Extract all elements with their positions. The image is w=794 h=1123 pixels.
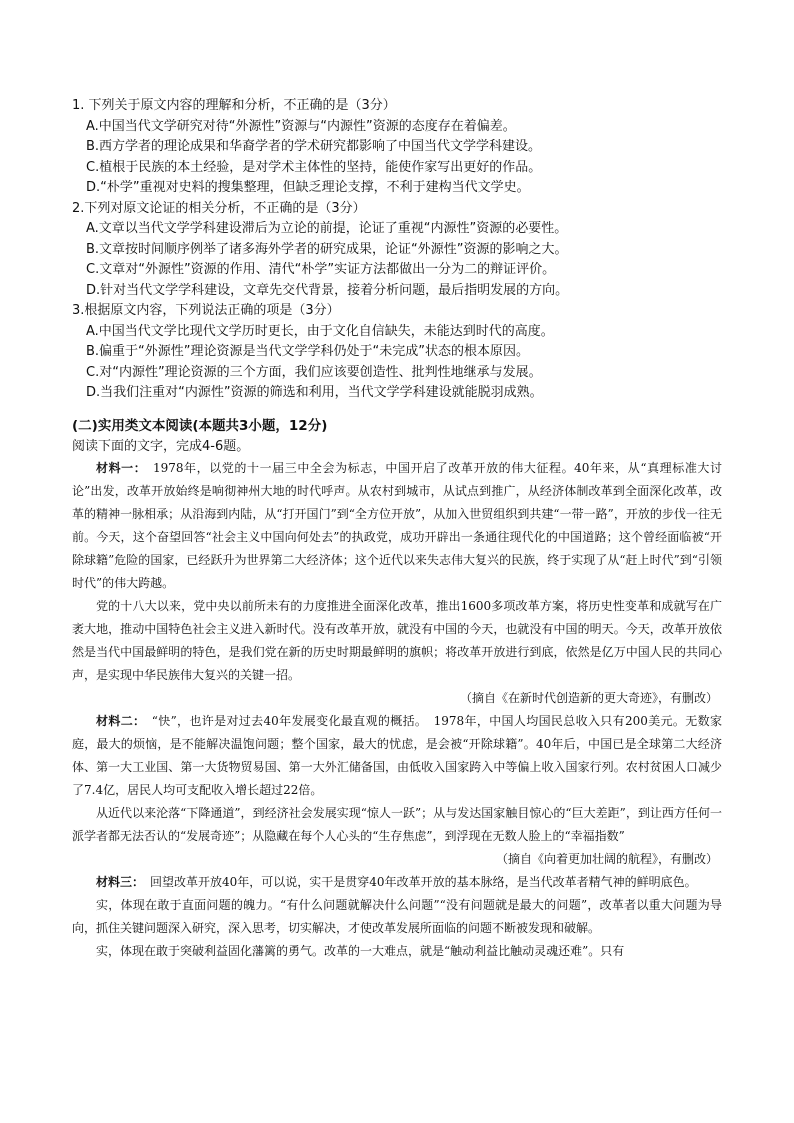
option-a: A.中国当代文学研究对待“外源性”资源与“内源性”资源的态度存在着偏差。	[86, 118, 516, 134]
material-paragraph	[72, 871, 722, 894]
option-a: A.文章以当代文学学科建设滞后为立论的前提，论证了重视“内源性”资源的必要性。	[86, 221, 568, 236]
material-label: 材料一：	[96, 460, 141, 475]
material-text: 回望改革开放40年，可以说，实干是贯穿40年改革开放的基本脉络，是当代改革者精气神的鲜明底色。	[150, 874, 697, 889]
material-paragraph	[72, 710, 722, 802]
material-paragraph: 实，体现在敢于突破利益固化藩篱的勇气。改革的一大难点，就是“触动利益比触动灵魂还难”。只有	[96, 943, 625, 958]
question-1	[72, 96, 722, 199]
material-paragraph	[72, 457, 722, 595]
option-b: B.文章按时间顺序例举了诸多海外学者的研究成果，论证“外源性”资源的影响之大。	[86, 241, 568, 257]
option-c: C.植根于民族的本土经验，是对学术主体性的坚持，能使作家写出更好的作品。	[86, 159, 542, 175]
option-d: D.当我们注重对“内源性”资源的筛选和利用，当代文学学科建设就能脱羽成熟。	[86, 385, 543, 400]
material-text: 1978年，以党的十一届三中全会为标志，中国开启了改革开放的伟大征程。40年来，从“真理标准大讨论”出发，改革开放始终是响彻神州大地的时代呼声。从农村到城市，从试点到推广，从经济体制改革到全面深化改革，改革的精神一脉相承；从沿海到内陆，从“打开国门”到“全方位开放”，从加入世贸组织到共建“一带一路”，开放的步伐一往无前。今天，这个奋望回答“社会主义中国向何处去”的执政党，成功开辟出一条通往现代化的中国道路；这个曾经面临被“开除球籍”危险的国家，已经跃升为世界第二大经济体；这个近代以来失志伟大复兴的民族，终于实现了从“赶上时代”到“引领时代”的伟大跨越。	[72, 460, 722, 590]
question-stem: 3.根据原文内容，下列说法正确的项是（3分）	[72, 303, 340, 318]
section-practical-reading	[72, 416, 722, 457]
material-2	[72, 710, 722, 871]
section-instruction: 阅读下面的文字，完成4-6题。	[72, 438, 250, 454]
option-b: B.西方学者的理论成果和华裔学者的学术研究都影响了中国当代文学学科建设。	[86, 139, 542, 154]
option-d: D.“朴学”重视对史料的搜集整理，但缺乏理论支撑，不利于建构当代文学史。	[86, 180, 530, 195]
question-3	[72, 301, 722, 404]
exam-page	[72, 96, 722, 963]
section-title: (二)实用类文本阅读(本题共3小题，12分)	[72, 417, 328, 434]
material-label: 材料二：	[96, 713, 140, 728]
material-source: （摘自《在新时代创造新的更大奇迹》，有删改）	[459, 690, 718, 705]
material-1	[72, 457, 722, 710]
option-c: C.文章对“外源性”资源的作用、清代“朴学”实证方法都做出一分为二的辩证评价。	[86, 262, 556, 277]
option-d: D.针对当代文学学科建设，文章先交代背景，接着分析问题，最后指明发展的方向。	[86, 282, 569, 298]
option-a: A.中国当代文学比现代文学历时更长，由于文化自信缺失，未能达到时代的高度。	[86, 323, 554, 339]
question-stem: 1. 下列关于原文内容的理解和分析，不正确的是（3分）	[72, 98, 396, 113]
material-paragraph: 党的十八大以来，党中央以前所未有的力度推进全面深化改革，推出1600多项改革方案，将历史性变革和成就写在广袤大地，推动中国特色社会主义进入新时代。没有改革开放，就没有中国的今天，也就没有中国的明天。今天，改革开放依然是当代中国最鲜明的特色，是我们党在新的历史时期最鲜明的旗帜；将改革开放进行到底，依然是亿万中国人民的共同心声，是实现中华民族伟大复兴的关键一招。	[72, 598, 722, 682]
material-source: （摘自《向着更加壮阔的航程》，有删改）	[495, 851, 718, 866]
material-label: 材料三：	[96, 874, 139, 889]
material-3	[72, 871, 722, 963]
material-paragraph: 从近代以来沦落“下降通道”，到经济社会发展实现“惊人一跃”；从与发达国家触目惊心的“巨大差距”，到让西方任何一派学者都无法否认的“发展奇迹”；从隐藏在每个人心头的“生存焦虑”，到浮现在无数人脸上的“幸福指数”	[72, 805, 722, 843]
question-2	[72, 199, 722, 302]
question-stem: 2.下列对原文论证的相关分析，不正确的是（3分）	[72, 200, 366, 216]
material-paragraph: 实，体现在敢于直面问题的魄力。“有什么问题就解决什么问题”“没有问题就是最大的问题”，改革者以重大问题为导向，抓住关键问题深入研究，深入思考，切实解决，才使改革发展所面临的问题不断被发现和破解。	[72, 897, 722, 935]
option-c: C.对“内源性”理论资源的三个方面，我们应该要创造性、批判性地继承与发展。	[86, 364, 542, 380]
option-b: B.偏重于“外源性”理论资源是当代文学学科仍处于“未完成”状态的根本原因。	[86, 344, 529, 359]
material-text: “快”，也许是对过去40年发展变化最直观的概括。 1978年，中国人均国民总收入只有200美元。无数家庭，最大的烦恼，是不能解决温饱问题；整个国家，最大的忧虑，是会被“开除球籍”。40年后，中国已是全球第二大经济体、第一大工业国、第一大货物贸易国、第一大外汇储备国，由低收入国家跨入中等偏上收入国家行列。农村贫困人口减少了7.4亿，居民人均可支配收入增长超过22倍。	[72, 713, 722, 797]
